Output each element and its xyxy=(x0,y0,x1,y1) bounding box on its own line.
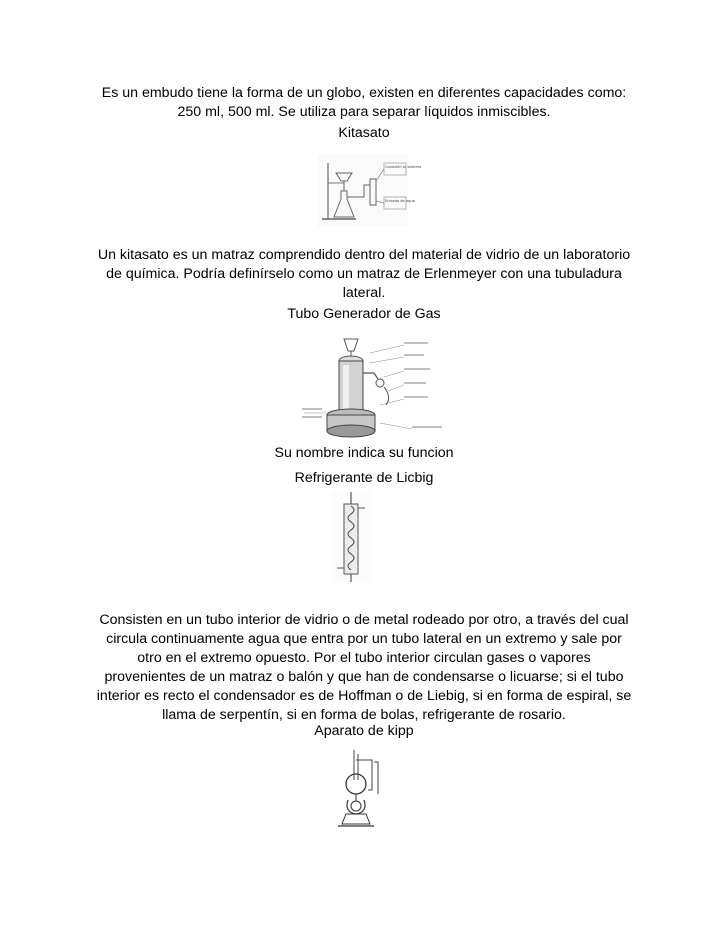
kipp-apparatus-diagram-icon xyxy=(328,750,386,830)
heading-aparato-kipp: Aparato de kipp xyxy=(314,723,414,739)
paragraph-embudo: Es un embudo tiene la forma de un globo, existen en diferentes capacidades como: 250 ml, 500 ml. Se utiliza para separar líquidos inmiscibles. xyxy=(101,85,627,120)
kipp-apparatus-figure xyxy=(328,750,386,830)
kitasato-figure xyxy=(318,155,422,227)
paragraph-su-nombre: Su nombre indica su funcion xyxy=(274,445,454,461)
liebig-condenser-diagram-icon xyxy=(331,492,371,582)
heading-tubo-generador: Tubo Generador de Gas xyxy=(287,306,441,322)
kitasato-label-2: Entrada de agua xyxy=(385,199,415,203)
heading-kitasato: Kitasato xyxy=(338,125,390,141)
heading-refrigerante: Refrigerante de Licbig xyxy=(294,470,434,486)
gas-generator-figure xyxy=(300,333,450,443)
paragraph-consisten: Consisten en un tubo interior de vidrio o de metal rodeado por otro, a través del cual circula continuamente agua que entra por un tubo lateral en un extremo y sale por otro en el extremo opuesto. Por el tubo interior circulan gases o vapores provenientes de un matraz o balón y que han de condensarse o licuarse; si el tubo interior es recto el condensador es de Hoffman o de Liebig, si en forma de espiral, se llama de serpentín, si en forma de bolas, refrigerante de rosario. xyxy=(96,612,632,723)
gas-generator-diagram-icon xyxy=(300,333,450,443)
kitasato-label-1: Conexión al sistema xyxy=(385,165,422,169)
liebig-condenser-figure xyxy=(331,492,371,582)
kitasato-flask-diagram-icon xyxy=(318,155,422,227)
paragraph-kitasato: Un kitasato es un matraz comprendido dentro del material de vidrio de un laboratorio de química. Podría definírselo como un matraz de Erlenmeyer con una tubuladura lateral. xyxy=(97,247,631,301)
